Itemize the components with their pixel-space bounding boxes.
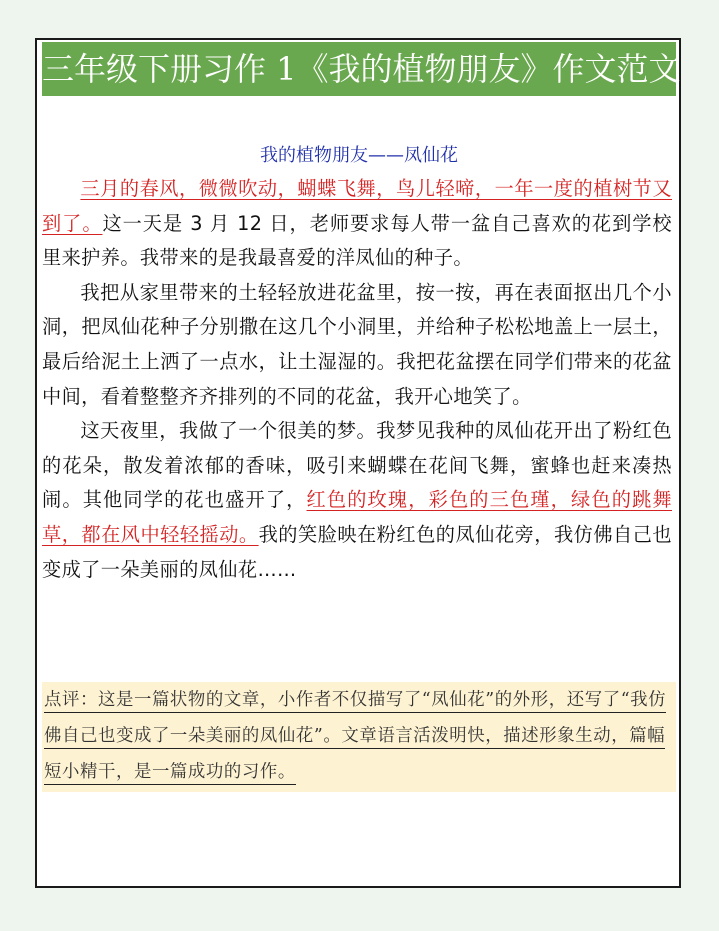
essay-title: 我的植物朋友——凤仙花 (260, 145, 458, 166)
comment-box (42, 682, 676, 792)
page-title: 三年级下册习作 1《我的植物朋友》作文范文 (42, 42, 676, 96)
paragraph-1-text: 这一天是 3 月 12 日，老师要求每人带一盆自己喜欢的花到学校里来护养。我带来的是我最喜爱的洋凤仙的种子。 (42, 211, 672, 270)
paragraph-1 (42, 172, 672, 276)
comment-text-content: 点评：这是一篇状物的文章，小作者不仅描写了“凤仙花”的外形，还写了“我仿佛自己也变成了一朵美丽的凤仙花”。文章语言活泼明快，描述形象生动，篇幅短小精干，是一篇成功的习作。 (44, 690, 666, 785)
highlighted-sentence: 红色的玫瑰，彩色的三色瑾，绿色的跳舞草，都在风中轻轻摇动。 (42, 488, 672, 546)
paragraph-2: 我把从家里带来的土轻轻放进花盆里，按一按，再在表面抠出几个小洞，把凤仙花种子分别撒在这几个小洞里，并给种子松松地盖上一层土，最后给泥土上洒了一点水，让土湿湿的。我把花盆摆在同学们带来的花盆中间，看着整整齐齐排列的不同的花盆，我开心地笑了。 (42, 280, 672, 408)
comment-text (44, 682, 674, 790)
paragraph-3-text: 这天夜里，我做了一个很美的梦。我梦见我种的凤仙花开出了粉红色的花朵，散发着浓郁的香味，吸引来蝴蝶在花间飞舞，蜜蜂也赶来凑热闹。其他同学的花也盛开了， (42, 419, 672, 512)
highlighted-sentence: 三月的春风，微微吹动，蝴蝶飞舞，鸟儿轻啼，一年一度的植树节又到了。 (42, 177, 672, 235)
essay-body (42, 172, 672, 587)
paragraph-3 (42, 414, 672, 587)
paragraph-3-ending: 我的笑脸映在粉红色的凤仙花旁，我仿佛自己也变成了一朵美丽的凤仙花…… (42, 522, 672, 581)
